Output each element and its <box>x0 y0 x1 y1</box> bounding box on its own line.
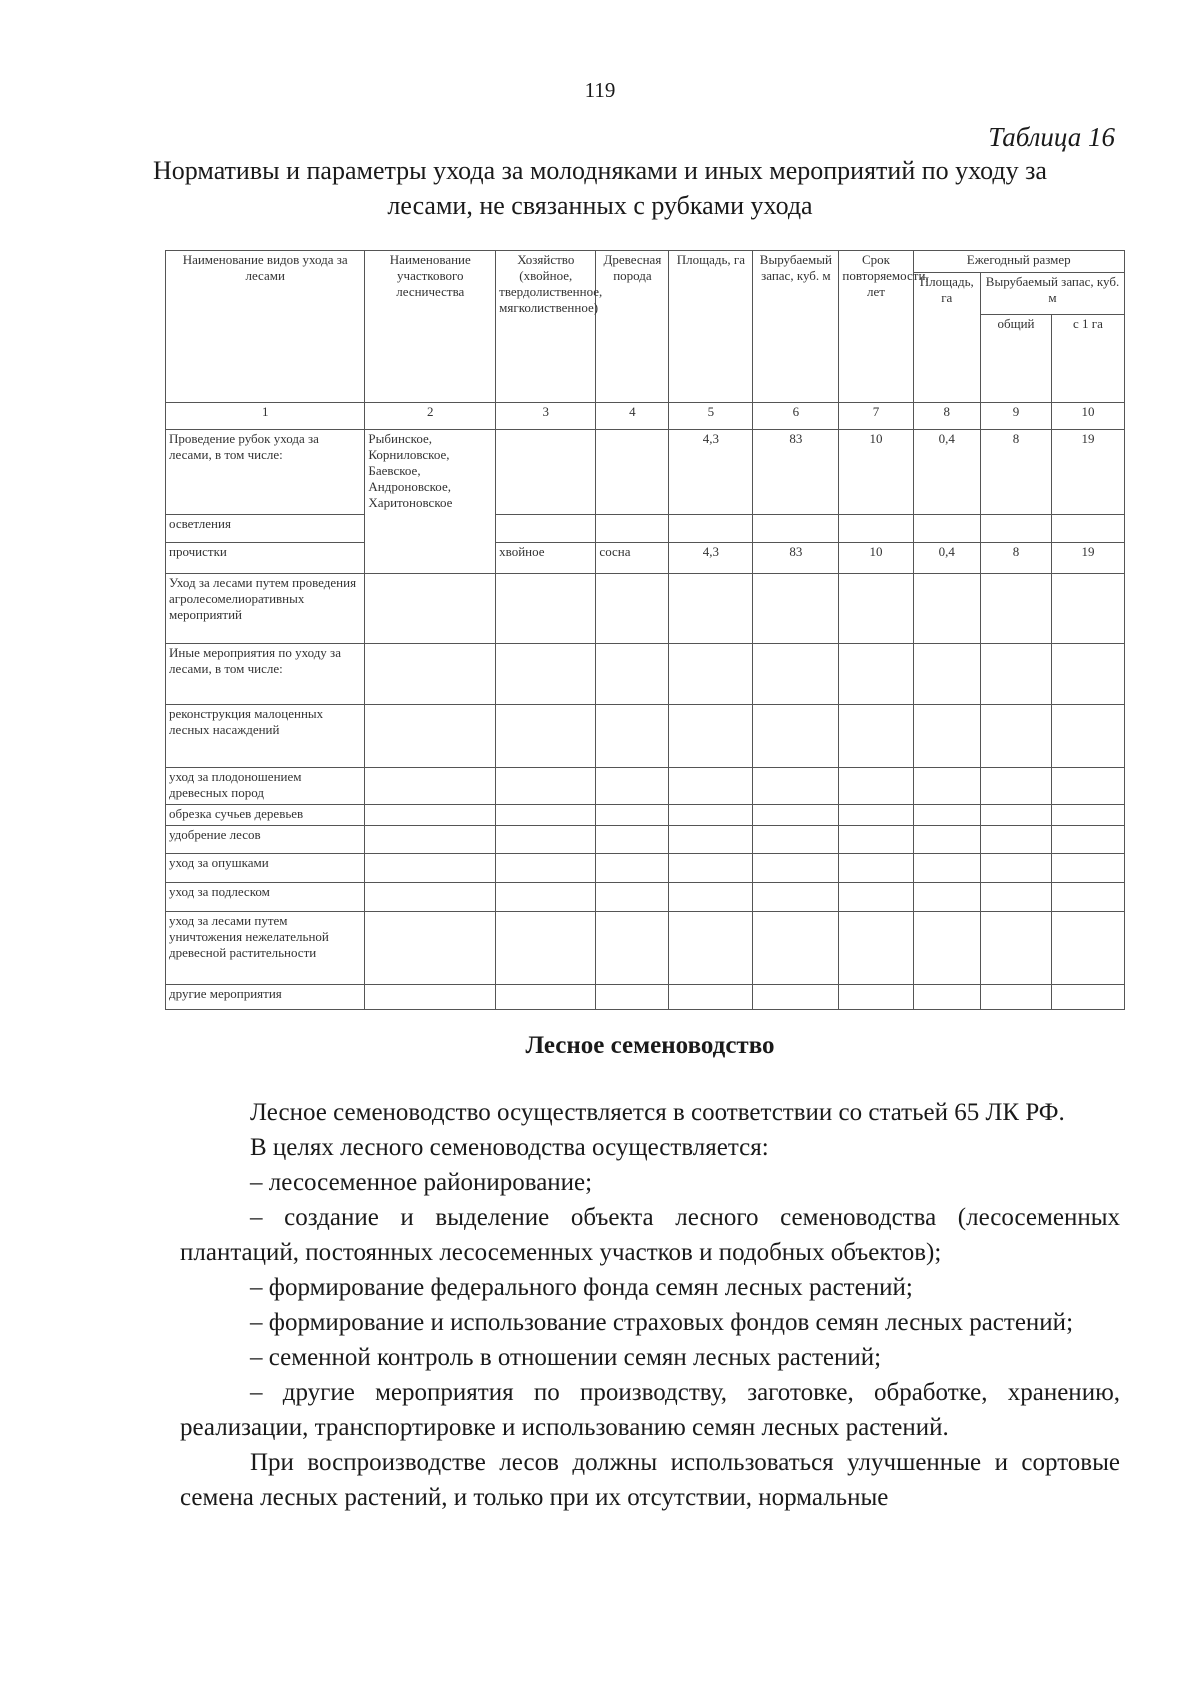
row-name: другие мероприятия <box>166 985 365 1010</box>
header-forestry: Наименование участкового лесничества <box>365 251 496 403</box>
cell-repeat-period <box>839 515 913 543</box>
cell-annual-area: 0,4 <box>913 430 981 515</box>
header-total: общий <box>981 315 1052 403</box>
column-number: 3 <box>496 403 596 430</box>
cell-annual-per-ha: 19 <box>1051 430 1124 515</box>
cell-harvest-volume: 83 <box>753 543 839 574</box>
forestry-list: Рыбинское, Корниловское, Баевское, Андроновское, Харитоновское <box>365 430 496 574</box>
table-row <box>166 543 1125 574</box>
cell-repeat-period: 10 <box>839 430 913 515</box>
header-care-type: Наименование видов ухода за лесами <box>166 251 365 403</box>
cell-species <box>596 515 669 543</box>
care-norms-table <box>165 250 1125 1010</box>
header-annual-area: Площадь, га <box>913 273 981 403</box>
column-number: 8 <box>913 403 981 430</box>
table-row <box>166 985 1125 1010</box>
cell-annual-total: 8 <box>981 430 1052 515</box>
row-name: Иные мероприятия по уходу за лесами, в том числе: <box>166 644 365 705</box>
cell-area: 4,3 <box>669 543 753 574</box>
paragraph: При воспроизводстве лесов должны использоваться улучшенные и сортовые семена лесных растений, и только при их отсутствии, нормальные <box>180 1449 1120 1511</box>
header-area: Площадь, га <box>669 251 753 403</box>
cell-species <box>596 430 669 515</box>
cell-annual-total <box>981 515 1052 543</box>
table-row <box>166 912 1125 985</box>
column-number: 6 <box>753 403 839 430</box>
cell-area <box>669 515 753 543</box>
cell-economy <box>496 515 596 543</box>
cell-economy <box>496 430 596 515</box>
header-annual-size: Ежегодный размер <box>913 251 1125 273</box>
paragraph: Лесное семеноводство осуществляется в соответствии со статьей 65 ЛК РФ. <box>250 1099 1065 1126</box>
list-item: – формирование и использование страховых фондов семян лесных растений; <box>250 1309 1074 1336</box>
section-heading: Лесное семеноводство <box>525 1032 775 1059</box>
cell-species: сосна <box>596 543 669 574</box>
header-per-ha: с 1 га <box>1051 315 1124 403</box>
body-text <box>180 1095 1120 1515</box>
list-item: – создание и выделение объекта лесного семеноводства (лесосеменных плантаций, постоянных лесосеменных участков и подобных объектов); <box>180 1204 1120 1266</box>
cell-harvest-volume <box>753 515 839 543</box>
row-name: обрезка сучьев деревьев <box>166 805 365 826</box>
header-annual-harvest: Вырубаемый запас, куб. м <box>981 273 1125 315</box>
row-name: Уход за лесами путем проведения агролесомелиоративных мероприятий <box>166 574 365 644</box>
table-label: Таблица 16 <box>988 122 1115 152</box>
table-row <box>166 883 1125 912</box>
cell-area: 4,3 <box>669 430 753 515</box>
header-repeat-period: Срок повторяемости, лет <box>839 251 913 403</box>
cell-annual-per-ha <box>1051 515 1124 543</box>
table-row <box>166 705 1125 768</box>
table-row <box>166 805 1125 826</box>
table-row <box>166 515 1125 543</box>
cell-repeat-period: 10 <box>839 543 913 574</box>
list-item: – лесосеменное районирование; <box>250 1169 593 1196</box>
header-economy: Хозяйство (хвойное, твердолиственное, мягколиственное) <box>496 251 596 403</box>
table-row <box>166 826 1125 854</box>
row-name: уход за опушками <box>166 854 365 883</box>
table-row <box>166 768 1125 805</box>
paragraph: В целях лесного семеноводства осуществляется: <box>250 1134 769 1161</box>
list-item: – семенной контроль в отношении семян лесных растений; <box>250 1344 882 1371</box>
row-name: Проведение рубок ухода за лесами, в том числе: <box>166 430 365 515</box>
cell-annual-per-ha: 19 <box>1051 543 1124 574</box>
header-species: Древесная порода <box>596 251 669 403</box>
table-row <box>166 574 1125 644</box>
row-name: реконструкция малоценных лесных насаждений <box>166 705 365 768</box>
page-number: 119 <box>584 78 616 102</box>
row-name: прочистки <box>166 543 365 574</box>
row-name: удобрение лесов <box>166 826 365 854</box>
column-number: 9 <box>981 403 1052 430</box>
header-harvest-volume: Вырубаемый запас, куб. м <box>753 251 839 403</box>
table-row <box>166 854 1125 883</box>
column-number: 4 <box>596 403 669 430</box>
cell-annual-area: 0,4 <box>913 543 981 574</box>
column-number: 10 <box>1051 403 1124 430</box>
cell-annual-area <box>913 515 981 543</box>
column-number: 1 <box>166 403 365 430</box>
column-number: 7 <box>839 403 913 430</box>
table-row <box>166 644 1125 705</box>
table-title: Нормативы и параметры ухода за молодняками и иных мероприятий по уходу за лесами, не связанных с рубками ухода <box>153 156 1047 220</box>
cell-annual-total: 8 <box>981 543 1052 574</box>
table-row <box>166 430 1125 515</box>
cell-economy: хвойное <box>496 543 596 574</box>
list-item: – другие мероприятия по производству, заготовке, обработке, хранению, реализации, транспортировке и использованию семян лесных растений. <box>180 1379 1120 1441</box>
column-number: 2 <box>365 403 496 430</box>
row-name: уход за подлеском <box>166 883 365 912</box>
cell-harvest-volume: 83 <box>753 430 839 515</box>
row-name: уход за плодоношением древесных пород <box>166 768 365 805</box>
list-item: – формирование федерального фонда семян лесных растений; <box>250 1274 913 1301</box>
row-name: осветления <box>166 515 365 543</box>
column-numbers-row <box>166 403 1125 430</box>
row-name: уход за лесами путем уничтожения нежелательной древесной растительности <box>166 912 365 985</box>
column-number: 5 <box>669 403 753 430</box>
